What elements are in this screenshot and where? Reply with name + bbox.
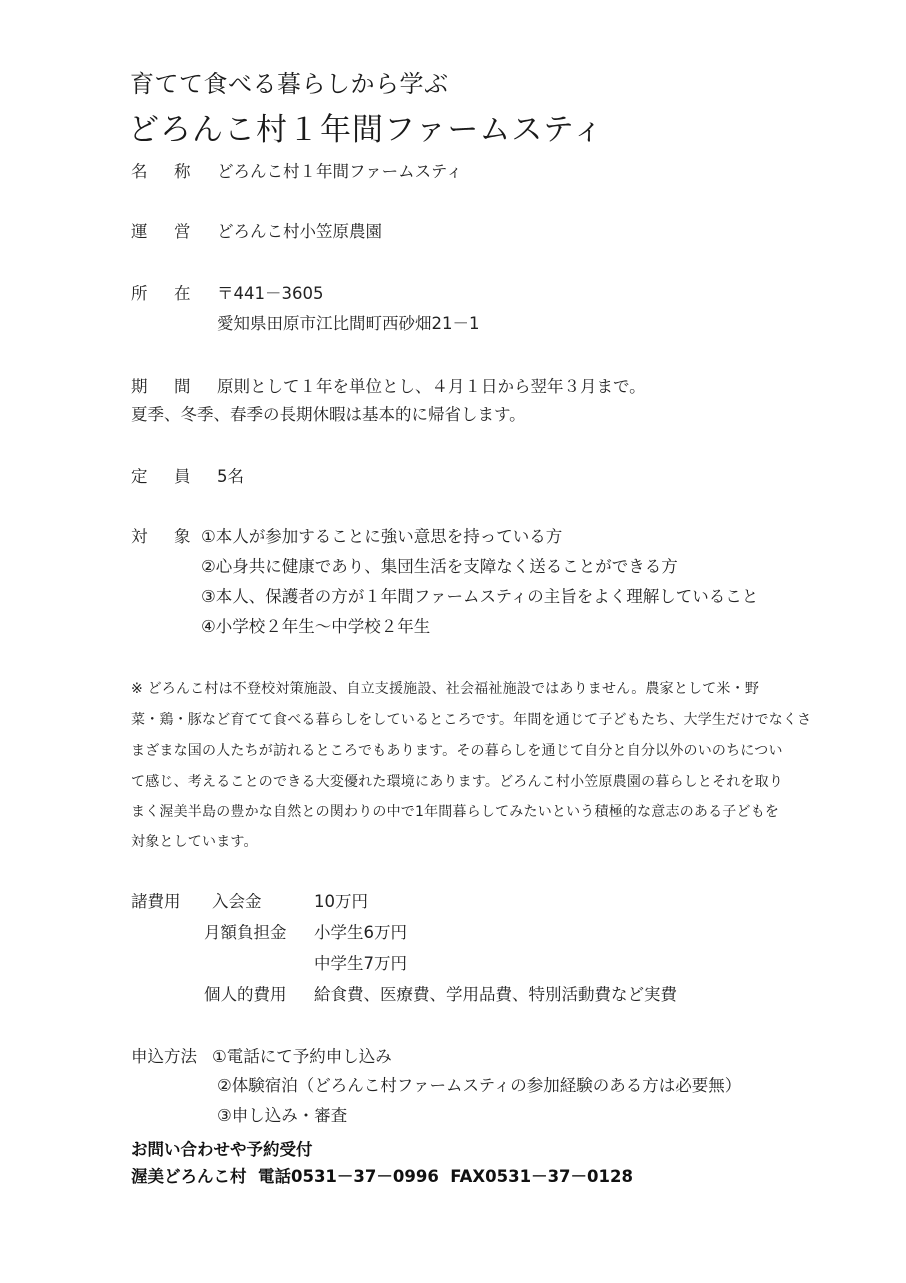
application-step: ②体験宿泊（どろんこ村ファームスティの参加経験のある方は必要無） [217,1076,742,1095]
remark-line: まざまな国の人たちが訪れるところでもあります。その暮らしを通じて自分と自分以外のいのちについ [131,743,783,759]
target-item: ④小学校２年生～中学校２年生 [201,617,431,636]
fees-label: 諸費用 [131,892,181,911]
capacity-value: 5名 [217,467,244,486]
period-row [131,373,646,397]
fees-monthly-label: 月額負担金 [204,923,287,942]
remark-line: ※ どろんこ村は不登校対策施設、自立支援施設、社会福祉施設ではありません。農家として米・野 [131,681,760,697]
application-step: ①電話にて予約申し込み [212,1047,392,1066]
fees-entry-label: 入会金 [212,892,262,911]
operator-label-1: 運 [131,222,148,241]
location-label-1: 所 [131,284,148,303]
period-label-2: 間 [174,377,191,396]
location-label-2: 在 [174,284,191,303]
fees-monthly-junior: 中学生7万円 [314,954,407,973]
location-address: 愛知県田原市江比間町西砂畑21－1 [217,314,480,333]
fees-entry-value: 10万円 [314,892,368,911]
name-label-2: 称 [174,162,191,181]
name-row [131,158,463,182]
remark-line: まく渥美半島の豊かな自然との関わりの中で1年間暮らしてみたいという積極的な意志のある子どもを [131,804,780,820]
fees-personal-value: 給食費、医療費、学用品費、特別活動費など実費 [314,985,677,1004]
target-item: ②心身共に健康であり、集団生活を支障なく送ることができる方 [201,557,678,576]
operator-value: どろんこ村小笠原農園 [217,222,382,241]
application-label: 申込方法 [131,1047,197,1066]
target-label-1: 対 [131,527,148,546]
target-label-2: 象 [174,527,191,546]
remark-line: て感じ、考えることのできる大変優れた環境にあります。どろんこ村小笠原農園の暮らしとそれを取り [131,774,784,790]
capacity-label-2: 員 [174,467,191,486]
target-item: ③本人、保護者の方が１年間ファームスティの主旨をよく理解していること [201,587,759,606]
location-postal: 〒441－3605 [217,284,324,303]
contact-line: 渥美どろんこ村 電話0531－37－0996 FAX0531－37－0128 [131,1167,633,1186]
capacity-label-1: 定 [131,467,148,486]
period-note: 夏季、冬季、春季の長期休暇は基本的に帰省します。 [131,405,526,424]
period-label-1: 期 [131,377,148,396]
period-value: 原則として１年を単位とし、４月１日から翌年３月まで。 [217,377,646,396]
name-value: どろんこ村１年間ファームスティ [217,162,463,181]
operator-row [131,218,382,242]
capacity-row [131,463,244,487]
target-item: ①本人が参加することに強い意思を持っている方 [201,527,563,546]
remark-line: 菜・鶏・豚など育てて食べる暮らしをしているところです。年間を通じて子どもたち、大学生だけでなくさ [131,712,812,728]
remark-line: 対象としています。 [131,834,258,850]
page-subtitle: 育てて食べる暮らしから学ぶ [130,70,449,98]
fees-personal-label: 個人的費用 [204,985,287,1004]
fees-monthly-elementary: 小学生6万円 [314,923,407,942]
operator-label-2: 営 [174,222,191,241]
target-labels [131,523,191,547]
location-row [131,280,324,304]
page-title: どろんこ村１年間ファームスティ [128,112,605,148]
name-label-1: 名 [131,162,148,181]
contact-heading: お問い合わせや予約受付 [131,1140,313,1159]
application-step: ③申し込み・審査 [217,1106,348,1125]
